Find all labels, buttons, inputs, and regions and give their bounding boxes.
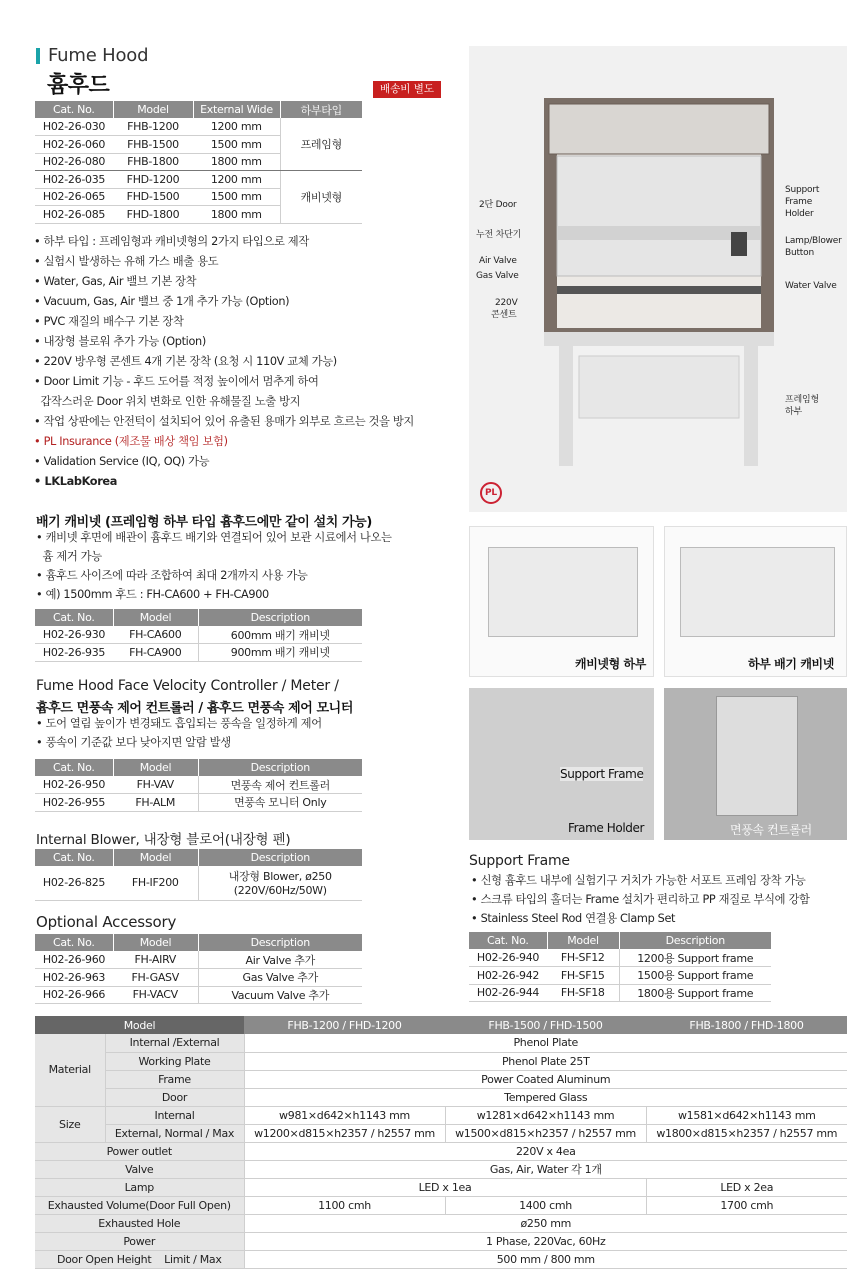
velocity-list <box>36 714 322 752</box>
spec-doh: Door Open Height <box>56 1252 152 1266</box>
cell: FH-CA900 <box>113 644 198 662</box>
caption-cabinet-1: 캐비넷형 하부 <box>575 657 646 671</box>
spec-value: Tempered Glass <box>244 1088 847 1106</box>
label-support-3: Holder <box>785 209 814 219</box>
col-model: Model <box>113 934 198 951</box>
cabinet-title: 배기 캐비넷 (프레임형 하부 타입 흄후드에만 같이 설치 가능) <box>36 515 372 530</box>
spec-value: w1581×d642×h1143 mm <box>646 1106 847 1124</box>
spec-col-1200: FHB-1200 / FHD-1200 <box>244 1016 445 1034</box>
cell: 1200 mm <box>193 118 280 136</box>
cell: 1800용 Support frame <box>619 984 771 1002</box>
model-table <box>35 101 362 224</box>
list-item: • Validation Service (IQ, OQ) 가능 <box>34 455 210 468</box>
label-gas-valve: Gas Valve <box>476 271 519 281</box>
cell: Vacuum Valve 추가 <box>198 986 362 1004</box>
list-item: • 스크류 타입의 홀더는 Frame 설치가 편리하고 PP 재질로 부식에 강함 <box>471 893 810 906</box>
velocity-title-kr: 흄후드 면풍속 제어 컨트롤러 / 흄후드 면풍속 제어 모니터 <box>36 701 353 716</box>
list-item: • 220V 방우형 콘센트 4개 기본 장착 (요청 시 110V 교체 가능) <box>34 355 337 368</box>
cell: 1800 mm <box>193 206 280 224</box>
spec-col-model: Model <box>35 1016 244 1034</box>
cell: H02-26-030 <box>35 118 113 136</box>
cell: FH-IF200 <box>113 866 198 900</box>
list-item: 흄 제거 가능 <box>42 550 102 563</box>
label-support-2: Frame <box>785 197 813 207</box>
spec-material: Material <box>35 1034 105 1106</box>
velocity-table <box>35 759 362 812</box>
spec-lm: Limit / Max <box>164 1252 222 1266</box>
support-frame-image <box>469 688 654 840</box>
list-item: • 하부 타입 : 프레임형과 캐비넷형의 2가지 타입으로 제작 <box>34 235 309 248</box>
cell: 1500용 Support frame <box>619 967 771 985</box>
cabinet-shape <box>680 547 835 637</box>
controller-panel <box>716 696 798 816</box>
support-list <box>471 871 810 928</box>
spec-label: Internal /External <box>105 1034 244 1052</box>
cell: H02-26-935 <box>35 644 113 662</box>
spec-size: Size <box>35 1106 105 1142</box>
cell: H02-26-065 <box>35 188 113 206</box>
spec-label: Exhausted Hole <box>35 1214 244 1232</box>
shipping-badge: 배송비 별도 <box>373 81 441 98</box>
list-item: • 도어 열림 높이가 변경돼도 흡입되는 풍속을 일정하게 제어 <box>36 717 322 730</box>
list-item: • LKLabKorea <box>34 475 118 488</box>
cell: FH-SF12 <box>547 949 619 967</box>
blower-desc-1: 내장형 Blower, ø250 <box>228 870 332 884</box>
cabinet-list <box>36 528 392 604</box>
spec-label: Power <box>35 1232 244 1250</box>
optional-title: Optional Accessory <box>36 913 177 931</box>
label-support: Support <box>785 185 820 195</box>
spec-value: w1200×d815×h2357 / h2557 mm <box>244 1124 445 1142</box>
cell: H02-26-080 <box>35 153 113 171</box>
cell: H02-26-940 <box>469 949 547 967</box>
controller-image <box>664 688 847 840</box>
cell: H02-26-966 <box>35 986 113 1004</box>
cell: Gas Valve 추가 <box>198 969 362 987</box>
spec-label: External, Normal / Max <box>105 1124 244 1142</box>
spec-label: Power outlet <box>35 1142 244 1160</box>
label-air-valve: Air Valve <box>479 256 517 266</box>
cell: H02-26-942 <box>469 967 547 985</box>
spec-value: 1400 cmh <box>445 1196 646 1214</box>
spec-value: Phenol Plate <box>244 1034 847 1052</box>
list-item: • 캐비넷 후면에 배관이 흄후드 배기와 연결되어 있어 보관 시료에서 나오는 <box>36 531 392 544</box>
cell: FH-VACV <box>113 986 198 1004</box>
cabinet-table <box>35 609 362 662</box>
spec-label: Door <box>105 1088 244 1106</box>
cell <box>198 866 362 900</box>
spec-label <box>35 1250 244 1268</box>
cell: 1200용 Support frame <box>619 949 771 967</box>
cell: H02-26-960 <box>35 951 113 969</box>
cell: 1500 mm <box>193 136 280 154</box>
cell: H02-26-930 <box>35 626 113 644</box>
cell: H02-26-955 <box>35 794 113 812</box>
cell: FH-CA600 <box>113 626 198 644</box>
cell: FHB-1200 <box>113 118 193 136</box>
spec-label: Exhausted Volume(Door Full Open) <box>35 1196 244 1214</box>
label-outlet-2: 콘센트 <box>491 310 517 320</box>
page-title-en: Fume Hood <box>48 45 149 66</box>
list-item: 갑작스러운 Door 위치 변화로 인한 유해물질 노출 방지 <box>40 395 301 408</box>
fume-hood-illustration <box>469 46 847 512</box>
col-model: Model <box>113 101 193 118</box>
optional-table <box>35 934 362 1004</box>
feature-list <box>34 232 414 492</box>
cell: H02-26-825 <box>35 866 113 900</box>
type-frame: 프레임형 <box>280 118 362 171</box>
spec-label: Valve <box>35 1160 244 1178</box>
cell: H02-26-963 <box>35 969 113 987</box>
spec-label: Frame <box>105 1070 244 1088</box>
label-frame-2: 하부 <box>785 407 802 417</box>
cell: Air Valve 추가 <box>198 951 362 969</box>
support-title: Support Frame <box>469 853 570 869</box>
col-type: 하부타입 <box>280 101 362 118</box>
support-table <box>469 932 771 1002</box>
spec-value: LED x 1ea <box>244 1178 646 1196</box>
cell: H02-26-944 <box>469 984 547 1002</box>
caption-frame-holder: Frame Holder <box>568 821 645 835</box>
col-wide: External Wide <box>193 101 280 118</box>
label-lamp: Lamp/Blower <box>785 236 842 246</box>
list-item: • 흄후드 사이즈에 따라 조합하여 최대 2개까지 사용 가능 <box>36 569 308 582</box>
cell: FHD-1800 <box>113 206 193 224</box>
col-catno: Cat. No. <box>35 934 113 951</box>
fume-hood-image <box>469 46 847 512</box>
list-item: • Water, Gas, Air 밸브 기본 장착 <box>34 275 197 288</box>
spec-label: Internal <box>105 1106 244 1124</box>
spec-value: 1700 cmh <box>646 1196 847 1214</box>
spec-value: w1500×d815×h2357 / h2557 mm <box>445 1124 646 1142</box>
label-frame: 프레임형 <box>785 395 819 405</box>
type-cabinet: 캐비넷형 <box>280 171 362 224</box>
list-item: • PL Insurance (제조물 배상 책임 보험) <box>34 435 228 448</box>
col-model: Model <box>547 932 619 949</box>
col-desc: Description <box>619 932 771 949</box>
cell: H02-26-035 <box>35 171 113 189</box>
col-desc: Description <box>198 759 362 776</box>
list-item: • 작업 상판에는 안전턱이 설치되어 있어 유출된 용매가 외부로 흐르는 것을 방지 <box>34 415 414 428</box>
spec-value: w981×d642×h1143 mm <box>244 1106 445 1124</box>
velocity-title-en: Fume Hood Face Velocity Controller / Meter / <box>36 678 339 694</box>
cell: H02-26-950 <box>35 776 113 794</box>
label-door: 2단 Door <box>479 200 517 210</box>
cell: FHB-1500 <box>113 136 193 154</box>
caption-controller: 면풍속 컨트롤러 <box>730 823 812 837</box>
list-item: • 예) 1500mm 후드 : FH-CA600 + FH-CA900 <box>36 588 269 601</box>
spec-label: Lamp <box>35 1178 244 1196</box>
list-item: • Vacuum, Gas, Air 밸브 중 1개 추가 가능 (Option) <box>34 295 290 308</box>
page-title-kr: 흄후드 <box>47 73 110 98</box>
spec-value: Phenol Plate 25T <box>244 1052 847 1070</box>
spec-value: Gas, Air, Water 각 1개 <box>244 1160 847 1178</box>
spec-table <box>35 1016 847 1269</box>
spec-label: Working Plate <box>105 1052 244 1070</box>
cell: FHB-1800 <box>113 153 193 171</box>
list-item: • 내장형 블로워 추가 가능 (Option) <box>34 335 206 348</box>
label-outlet: 220V <box>495 298 518 308</box>
cell: FHD-1500 <box>113 188 193 206</box>
spec-col-1500: FHB-1500 / FHD-1500 <box>445 1016 646 1034</box>
spec-value: 220V x 4ea <box>244 1142 847 1160</box>
cell: 면풍속 모니터 Only <box>198 794 362 812</box>
col-catno: Cat. No. <box>469 932 547 949</box>
pl-logo: PL <box>480 482 502 504</box>
col-catno: Cat. No. <box>35 609 113 626</box>
spec-value: 500 mm / 800 mm <box>244 1250 847 1268</box>
col-catno: Cat. No. <box>35 849 113 866</box>
col-desc: Description <box>198 849 362 866</box>
spec-value: w1281×d642×h1143 mm <box>445 1106 646 1124</box>
cell: 1200 mm <box>193 171 280 189</box>
caption-cabinet-2: 하부 배기 캐비넷 <box>748 657 834 671</box>
blower-desc-2: (220V/60Hz/50W) <box>233 884 327 898</box>
cell: 1800 mm <box>193 153 280 171</box>
cell: H02-26-085 <box>35 206 113 224</box>
list-item: • 실험시 발생하는 유해 가스 배출 용도 <box>34 255 219 268</box>
col-catno: Cat. No. <box>35 759 113 776</box>
col-model: Model <box>113 609 198 626</box>
list-item: • PVC 재질의 배수구 기본 장착 <box>34 315 184 328</box>
list-item: • Door Limit 기능 - 후드 도어를 적정 높이에서 멈추게 하여 <box>34 375 319 388</box>
col-desc: Description <box>198 934 362 951</box>
cell: 면풍속 제어 컨트롤러 <box>198 776 362 794</box>
cabinet-shape <box>488 547 638 637</box>
list-item: • Stainless Steel Rod 연결용 Clamp Set <box>471 912 676 925</box>
col-model: Model <box>113 849 198 866</box>
spec-value: LED x 2ea <box>646 1178 847 1196</box>
spec-value: 1100 cmh <box>244 1196 445 1214</box>
col-desc: Description <box>198 609 362 626</box>
cell: FH-ALM <box>113 794 198 812</box>
spec-value: ø250 mm <box>244 1214 847 1232</box>
list-item: • 풍속이 기준값 보다 낮아지면 알람 발생 <box>36 736 231 749</box>
caption-support-frame: Support Frame <box>560 767 644 781</box>
cell: FHD-1200 <box>113 171 193 189</box>
blower-title: Internal Blower, 내장형 블로어(내장형 펜) <box>36 832 291 848</box>
spec-value: Power Coated Aluminum <box>244 1070 847 1088</box>
cell: FH-GASV <box>113 969 198 987</box>
blower-table <box>35 849 362 901</box>
label-breaker: 누전 차단기 <box>476 230 522 240</box>
list-item: • 신형 흄후드 내부에 실험기구 거치가 가능한 서포트 프레임 장착 가능 <box>471 874 806 887</box>
cell: FH-AIRV <box>113 951 198 969</box>
col-catno: Cat. No. <box>35 101 113 118</box>
cell: FH-SF15 <box>547 967 619 985</box>
cell: FH-SF18 <box>547 984 619 1002</box>
cell: 900mm 배기 캐비넷 <box>198 644 362 662</box>
label-water-valve: Water Valve <box>785 281 837 291</box>
label-lamp-2: Button <box>785 248 814 258</box>
spec-value: 1 Phase, 220Vac, 60Hz <box>244 1232 847 1250</box>
cell: 1500 mm <box>193 188 280 206</box>
cell: FH-VAV <box>113 776 198 794</box>
spec-col-1800: FHB-1800 / FHD-1800 <box>646 1016 847 1034</box>
col-model: Model <box>113 759 198 776</box>
cell: 600mm 배기 캐비넷 <box>198 626 362 644</box>
cell: H02-26-060 <box>35 136 113 154</box>
title-accent-bar <box>36 48 40 64</box>
spec-value: w1800×d815×h2357 / h2557 mm <box>646 1124 847 1142</box>
